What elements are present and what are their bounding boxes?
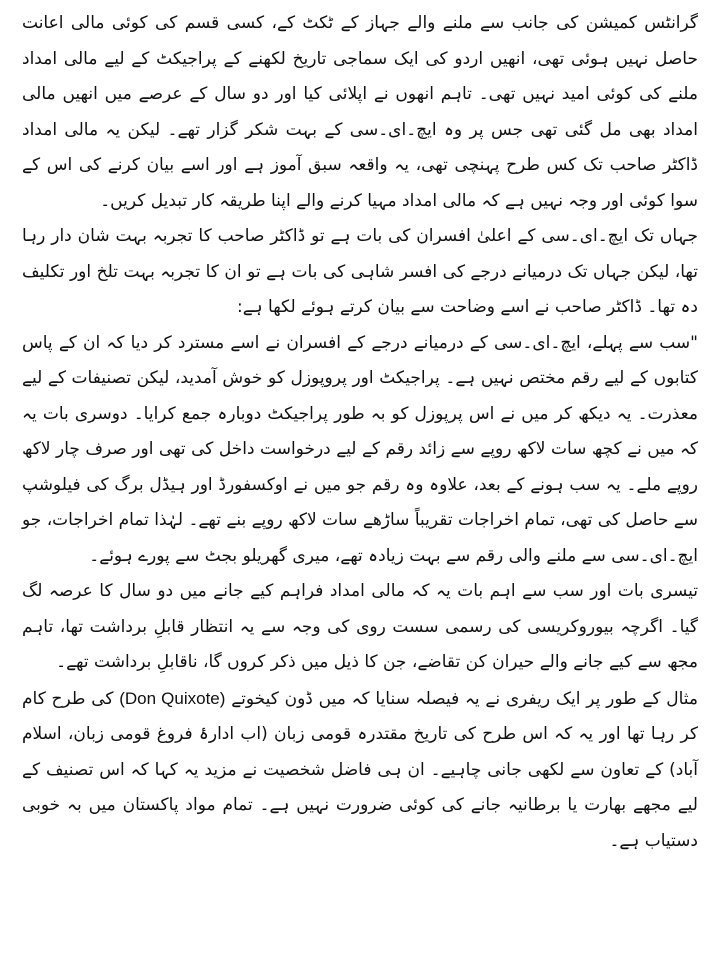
paragraph-grants-commission: گرانٹس کمیشن کی جانب سے ملنے والے جہاز کے ٹکٹ کے، کسی قسم کی کوئی مالی اعانت حاصل نہیں ہوئی تھی، انھیں اردو کی ایک سماجی تاریخ لکھنے کے پراجیکٹ کے لیے مالی امداد ملنے کی کوئی امید نہیں تھی۔ تاہم انھوں نے اپلائی کیا اور دو سال کے عرصے میں انھیں مالی امداد بھی مل گئی تھی جس پر وہ ایچ۔ای۔سی کے بہت شکر گزار تھے۔ لیکن یہ مالی امداد ڈاکٹر صاحب تک کس طرح پہنچی تھی، یہ واقعہ سبق آموز ہے اور اسے بیان کرنے کی اس کے سوا کوئی اور وجہ نہیں ہے کہ مالی امداد مہیا کرنے والے اپنا طریقہ کار تبدیل کریں۔ bbox=[22, 13, 698, 211]
referee-text-before: مثال کے طور پر ایک ریفری نے یہ فیصلہ سنایا کہ میں ڈون کیخوتے bbox=[231, 688, 698, 709]
paragraph-hec-officers: جہاں تک ایچ۔ای۔سی کے اعلیٰ افسران کی بات ہے تو ڈاکٹر صاحب کا تجربہ بہت شان دار رہا تھا، لیکن جہاں تک درمیانے درجے کی افسر شاہی کی بات ہے تو ان کا تجربہ بہت تلخ اور تکلیف دہ تھا۔ ڈاکٹر صاحب نے اسے وضاحت سے بیان کرتے ہوئے لکھا ہے: bbox=[22, 226, 698, 317]
english-term-don-quixote: (Don Quixote) bbox=[119, 688, 226, 708]
paragraph-quoted-account: "سب سے پہلے، ایچ۔ای۔سی کے درمیانے درجے کے افسران نے اسے مسترد کر دیا کہ ان کے پاس کتابوں کے لیے رقم مختص نہیں ہے۔ پراجیکٹ اور پروپوزل کو خوش آمدید، لیکن تصنیفات کے لیے معذرت۔ یہ دیکھ کر میں نے اس پرپوزل کو بہ طور پراجیکٹ دوبارہ جمع کرایا۔ دوسری بات یہ کہ میں نے کچھ سات لاکھ روپے سے زائد رقم کے لیے درخواست داخل کی تھی اور صرف چار لاکھ روپے ملے۔ یہ سب ہونے کے بعد، علاوہ وہ رقم جو میں نے اوکسفورڈ اور ہیڈل برگ کی فیلوشپ سے حاصل کی تھی، تمام اخراجات تقریباً ساڑھے سات لاکھ روپے بنے تھے۔ لہٰذا تمام اخراجات، جو ایچ۔ای۔سی سے ملنے والی رقم سے بہت زیادہ تھے، میری گھریلو بجٹ سے پورے ہوئے۔ bbox=[22, 332, 698, 566]
document-page bbox=[22, 6, 698, 859]
paragraph-third-point: تیسری بات اور سب سے اہم بات یہ کہ مالی امداد فراہم کیے جانے میں دو سال کا عرصہ لگ گیا۔ اگرچہ بیوروکریسی کی رسمی سست روی کی وجہ سے یہ انتظار قابلِ برداشت تھا، تاہم مجھ سے کیے جانے والے حیران کن تقاضے، جن کا ذیل میں ذکر کروں گا، ناقابلِ برداشت تھے۔ bbox=[22, 581, 698, 672]
paragraph-referee-example bbox=[22, 681, 698, 860]
referee-text-after: کی طرح کام کر رہا تھا اور یہ کہ اس طرح کی تاریخ مقتدرہ قومی زبان (اب ادارۂ فروغ قومی زبان، اسلام آباد) کے تعاون سے لکھی جانی چاہیے۔ ان ہی فاضل شخصیت نے مزید یہ کہا کہ اس تصنیف کے لیے مجھے بھارت یا برطانیہ جانے کی کوئی ضرورت نہیں ہے۔ تمام مواد پاکستان میں بہ خوبی دستیاب ہے۔ bbox=[22, 688, 698, 851]
